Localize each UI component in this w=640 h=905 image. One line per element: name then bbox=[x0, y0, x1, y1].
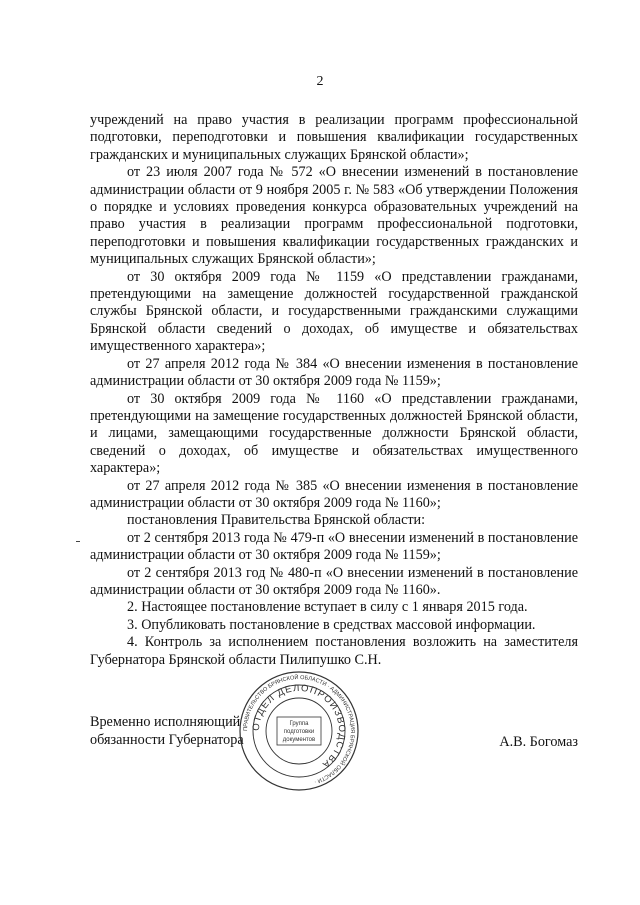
paragraph: от 2 сентября 2013 года № 479-п «О внесении изменений в постановление администрации области от 30 октября 2009 года № 1159»; bbox=[90, 529, 578, 564]
paragraph: от 27 апреля 2012 года № 384 «О внесении изменения в постановление администрации области от 30 октября 2009 года № 1159»; bbox=[90, 355, 578, 390]
paragraph: учреждений на право участия в реализации программ профессиональной подготовки, переподготовки и повышения квалификации государственных гражданских и муниципальных служащих Брянской области»; bbox=[90, 112, 578, 163]
stamp-center-line: Группа bbox=[289, 721, 309, 727]
page-number: 2 bbox=[316, 74, 324, 89]
paragraph: 2. Настоящее постановление вступает в силу с 1 января 2015 года. bbox=[127, 599, 528, 616]
paragraph: от 30 октября 2009 года № 1160 «О представлении гражданами, претендующими на замещение государственных должностей Брянской области, и лицами, замещающими государственные должности Брянской области, сведений о доходах, об имуществе и обязательствах имущественного характера»; bbox=[90, 390, 578, 477]
document-body bbox=[90, 112, 578, 669]
office-stamp bbox=[238, 670, 360, 792]
paragraph: от 2 сентября 2013 год № 480-п «О внесении изменений в постановление администрации области от 30 октября 2009 года № 1160». bbox=[90, 564, 578, 598]
position-line: Временно исполняющий bbox=[90, 714, 241, 730]
position-line: обязанности Губернатора bbox=[90, 732, 244, 748]
paragraph: 4. Контроль за исполнением постановления возложить на заместителя Губернатора Брянской области Пилипушко С.Н. bbox=[90, 634, 578, 668]
paragraph: от 30 октября 2009 года № 1159 «О представлении гражданами, претендующими на замещение должностей государственной гражданской службы Брянской области, и государственными гражданскими служащими Брянской области сведений о доходах, об имуществе и обязательствах имущественного характера»; bbox=[90, 268, 578, 355]
stamp-outer-text: ПРАВИТЕЛЬСТВО БРЯНСКОЙ ОБЛАСТИ · АДМИНИСТРАЦИЯ БРЯНСКОЙ ОБЛАСТИ · bbox=[242, 674, 356, 785]
margin-mark bbox=[76, 541, 80, 542]
paragraph: от 23 июля 2007 года № 572 «О внесении изменений в постановление администрации области от 9 ноября 2005 г. № 583 «Об утверждении Положения о порядке и условиях проведения конкурса образовательных учреждений на право участия в реализации программ профессиональной подготовки, переподготовки и повышения квалификации государственных гражданских и муниципальных служащих Брянской области»; bbox=[90, 164, 578, 268]
stamp-center-line: документов bbox=[282, 737, 316, 743]
signatory-name: А.В. Богомаз bbox=[499, 734, 578, 750]
paragraph: от 27 апреля 2012 года № 385 «О внесении изменения в постановление администрации области от 30 октября 2009 года № 1160»; bbox=[90, 477, 578, 511]
paragraph: 3. Опубликовать постановление в средствах массовой информации. bbox=[127, 616, 536, 633]
stamp-center-line: подготовки bbox=[283, 729, 315, 735]
stamp-inner-text: ОТДЕЛ ДЕЛОПРОИЗВОДСТВА bbox=[250, 682, 348, 771]
signatory-position bbox=[90, 713, 244, 749]
paragraph: постановления Правительства Брянской области: bbox=[127, 512, 426, 529]
